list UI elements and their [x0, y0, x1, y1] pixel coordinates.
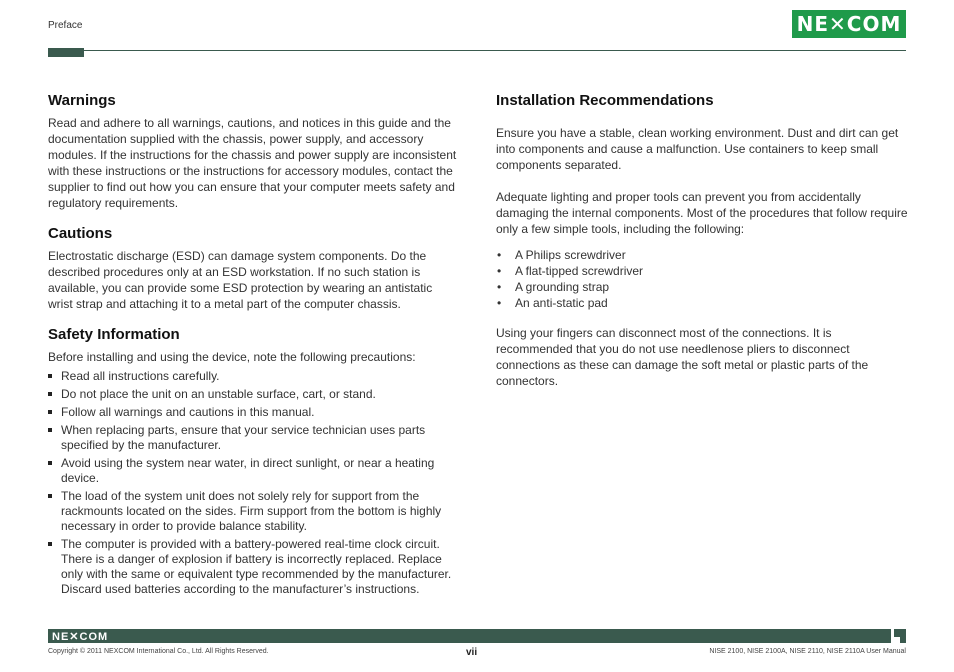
section-label: Preface [48, 20, 83, 31]
safety-heading: Safety Information [48, 326, 180, 343]
warnings-heading: Warnings [48, 92, 116, 109]
header-tab [48, 48, 84, 57]
list-item: • A flat-tipped screwdriver [496, 263, 908, 279]
header-rule [48, 50, 906, 51]
copyright-text: Copyright © 2011 NEXCOM International Co., Ltd. All Rights Reserved. [48, 648, 269, 655]
list-item: When replacing parts, ensure that your service technician uses parts specified by the manufacturer. [48, 423, 460, 453]
cautions-body: Electrostatic discharge (ESD) can damage system components. Do the described procedures only at an ESD workstation. If no such station is available, you can provide some ESD protection by wearing an antistatic wrist strap and attaching it to a metal part of the computer chassis. [48, 249, 433, 311]
list-item: Follow all warnings and cautions in this manual. [48, 405, 460, 420]
safety-section [48, 326, 460, 597]
list-item: Avoid using the system near water, in direct sunlight, or near a heating device. [48, 456, 460, 486]
list-item: Read all instructions carefully. [48, 369, 460, 384]
list-item: The computer is provided with a battery-powered real-time clock circuit. There is a danger of explosion if battery is incorrectly replaced. Replace only with the same or equivalent type recommended by the manufacturer. Discard used batteries according to the manufacturer’s instructions. [48, 537, 460, 597]
right-column [496, 92, 908, 389]
tools-list [496, 247, 908, 311]
safety-intro: Before installing and using the device, note the following precautions: [48, 350, 416, 364]
list-item: • A Philips screwdriver [496, 247, 908, 263]
nexcom-logo [792, 10, 906, 38]
left-column [48, 92, 460, 611]
cautions-heading: Cautions [48, 225, 113, 242]
page-number: vii [466, 647, 478, 658]
list-item: The load of the system unit does not solely rely for support from the rackmounts located on the sides. Firm support from the bottom is highly necessary in order to provide balance stability. [48, 489, 460, 534]
footer-bar [48, 629, 891, 643]
safety-list [48, 369, 460, 597]
installation-heading: Installation Recommendations [496, 92, 714, 109]
footer-logo: NE✕COM [52, 631, 109, 643]
list-item: • A grounding strap [496, 279, 908, 295]
installation-p2: Adequate lighting and proper tools can prevent you from accidentally damaging the internal components. Most of the procedures that follow require only a few simple tools, including the following: [496, 190, 908, 236]
cautions-section [48, 225, 460, 312]
manual-title: NISE 2100, NISE 2100A, NISE 2110, NISE 2110A User Manual [709, 648, 906, 655]
warnings-body: Read and adhere to all warnings, cautions, and notices in this guide and the documentation supplied with the chassis, power supply, and accessory modules. If the instructions for the chassis and power supply are inconsistent with these instructions or the instructions for accessory modules, contact the supplier to find out how you can ensure that your computer meets safety and regulatory requirements. [48, 116, 457, 210]
installation-p3: Using your fingers can disconnect most of the connections. It is recommended that you do not use needlenose pliers to disconnect connections as these can damage the soft metal or plastic parts of the connectors. [496, 326, 869, 388]
footer-square-notch [894, 637, 900, 643]
installation-p1: Ensure you have a stable, clean working environment. Dust and dirt can get into components and cause a malfunction. Use containers to keep small components separated. [496, 126, 899, 172]
list-item: Do not place the unit on an unstable surface, cart, or stand. [48, 387, 460, 402]
list-item: • An anti-static pad [496, 295, 908, 311]
logo-text: NE✕COM [796, 12, 902, 36]
warnings-section [48, 92, 460, 211]
